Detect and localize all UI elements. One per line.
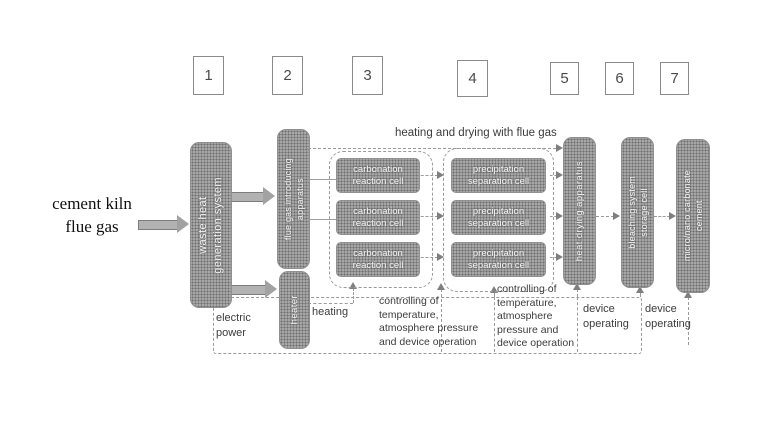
control-divider-1 (494, 297, 495, 352)
source-label (38, 192, 146, 238)
carbonation-cell-1 (336, 158, 420, 193)
bleaching-box (621, 137, 654, 288)
cell-label: carbonation (353, 163, 403, 175)
step-number-1 (193, 56, 224, 95)
cell-label: carbonation (353, 247, 403, 259)
product-box (676, 139, 710, 293)
flue-gas-apparatus-label: flue gas introducing apparatus (282, 157, 305, 241)
heater-connector-line (308, 303, 353, 304)
step-number-3 (352, 56, 383, 95)
cell-label: precipitation (472, 163, 525, 175)
step-number-7 (660, 62, 689, 95)
bleaching-label: bleaching system storage cell (626, 176, 649, 249)
stage-link-line (654, 216, 670, 217)
step-number-label: 4 (468, 70, 477, 87)
precipitation-cell-1 (451, 158, 546, 193)
dryer-link-arrowhead-icon (556, 253, 563, 261)
cell-label: carbonation (353, 205, 403, 217)
precipitation-cell-3 (451, 242, 546, 277)
power-arrow-top (230, 192, 266, 202)
controlling-label-left: controlling of temperature, atmosphere pressure and device operation (379, 295, 479, 348)
cell-label: separation cell (467, 217, 530, 229)
source-label-line: flue gas (65, 217, 119, 236)
heater-connector-line (353, 288, 354, 303)
cell-label: precipitation (472, 247, 525, 259)
input-arrow-head-icon (177, 215, 189, 233)
carbonation-cell-2 (336, 200, 420, 235)
source-label-line: cement kiln (52, 194, 132, 213)
cell-label: separation cell (467, 259, 530, 271)
power-arrow-top-head-icon (263, 187, 275, 205)
step-number-label: 6 (615, 70, 624, 87)
cell-label: separation cell (467, 175, 530, 187)
top-flow-label: heating and drying with flue gas (395, 127, 557, 139)
carbonation-cell-3 (336, 242, 420, 277)
step-number-4 (457, 60, 488, 97)
device-operating-label-2: device operating (645, 303, 691, 330)
step-number-label: 2 (283, 67, 292, 84)
controlling-label-right: controlling of temperature, atmosphere pressure and device operation (497, 283, 575, 349)
cell-label: reaction cell (352, 259, 404, 271)
stage-link-line (596, 216, 614, 217)
step-number-5 (550, 62, 579, 95)
dryer-link-arrowhead-icon (556, 212, 563, 220)
heat-drying-box (563, 137, 596, 285)
device-operating-label-1: device operating (583, 303, 629, 330)
flue-gas-heating-arrowhead-icon (556, 144, 563, 152)
step-number-label: 5 (560, 70, 569, 87)
stage-link-arrowhead-icon (613, 212, 620, 220)
stage-link-arrowhead-icon (669, 212, 676, 220)
dryer-link-arrowhead-icon (556, 171, 563, 179)
step-number-2 (272, 56, 303, 95)
power-arrow-bottom-head-icon (265, 280, 277, 298)
power-arrow-bottom (230, 285, 268, 295)
step-number-label: 1 (204, 67, 213, 84)
electric-power-label: electric power (216, 312, 251, 339)
heater-box (279, 271, 310, 349)
step-number-label: 3 (363, 67, 372, 84)
step-number-label: 7 (670, 70, 679, 87)
product-label: micro/nano carbonate cement (682, 170, 704, 262)
cell-label: reaction cell (352, 175, 404, 187)
waste-heat-generation-label: waste heat generation system (197, 176, 224, 274)
heating-label: heating (312, 306, 349, 318)
waste-heat-generation-box (190, 142, 232, 308)
cell-label: precipitation (472, 205, 525, 217)
heat-drying-label: heat drying apparatus (574, 160, 585, 262)
step-number-6 (605, 62, 634, 95)
precipitation-cell-2 (451, 200, 546, 235)
heater-label: heater (289, 295, 300, 325)
cell-label: reaction cell (352, 217, 404, 229)
flue-gas-apparatus-box (277, 129, 310, 269)
